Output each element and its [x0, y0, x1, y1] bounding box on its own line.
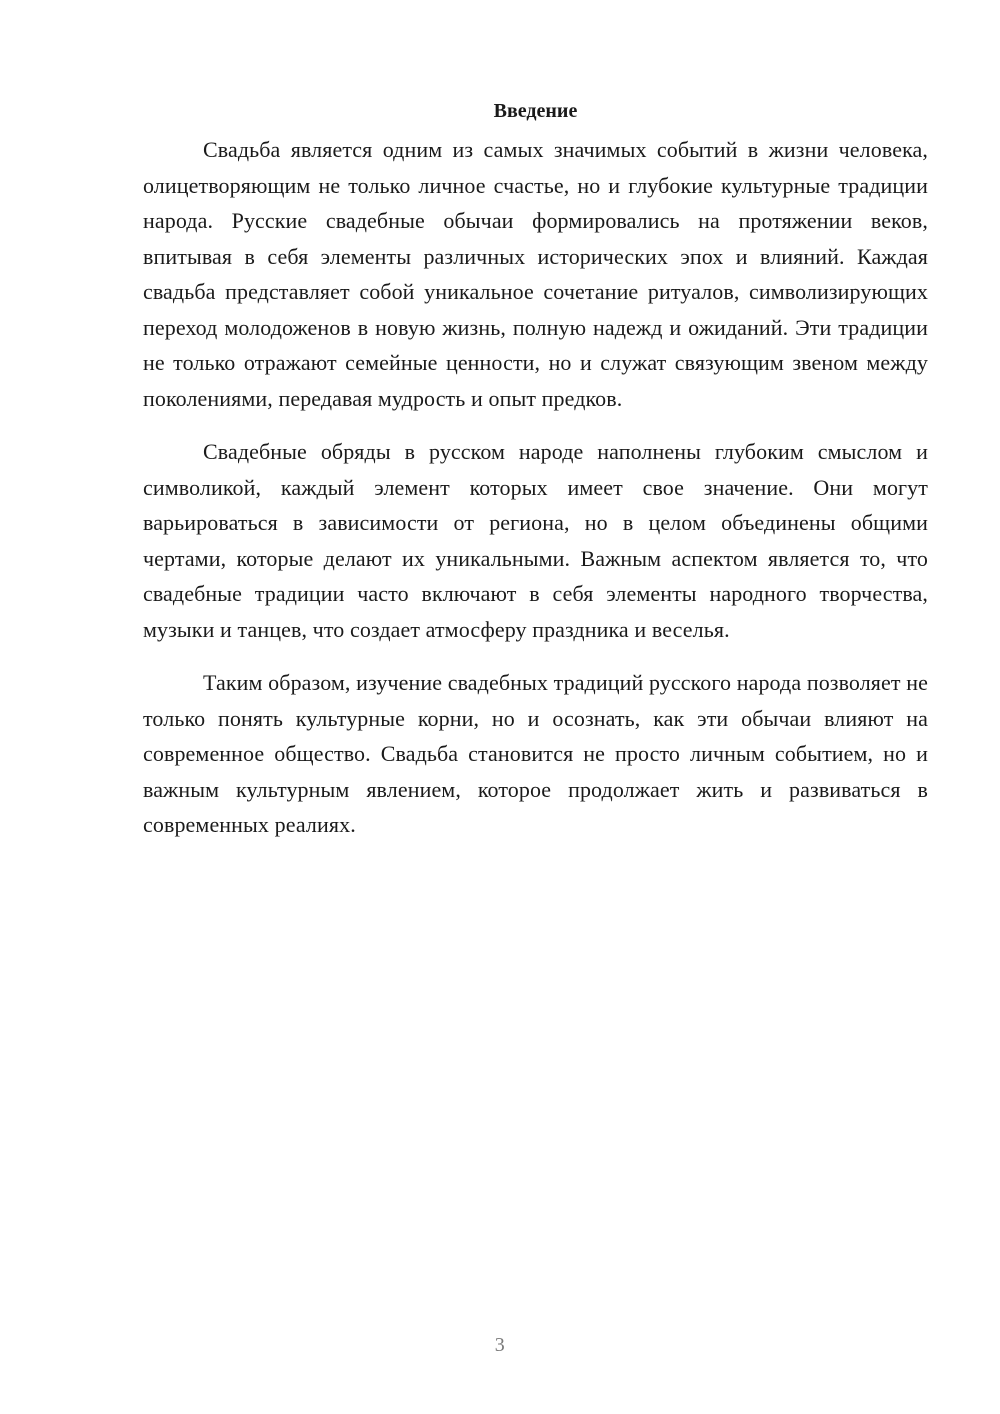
- section-heading: Введение: [493, 100, 578, 122]
- paragraph-2: Свадебные обряды в русском народе наполнены глубоким смыслом и символикой, каждый элемент которых имеет свое значение. Они могут варьироваться в зависимости от региона, но в целом объединены общими чертами, которые делают их уникальными. Важным аспектом является то, что свадебные традиции часто включают в себя элементы народного творчества, музыки и танцев, что создает атмосферу праздника и веселья.: [143, 439, 928, 642]
- paragraph-3: Таким образом, изучение свадебных традиций русского народа позволяет не только понять культурные корни, но и осознать, как эти обычаи влияют на современное общество. Свадьба становится не просто личным событием, но и важным культурным явлением, которое продолжает жить и развиваться в современных реалиях.: [143, 670, 928, 837]
- paragraph-1: Свадьба является одним из самых значимых событий в жизни человека, олицетворяющим не только личное счастье, но и глубокие культурные традиции народа. Русские свадебные обычаи формировались на протяжении веков, впитывая в себя элементы различных исторических эпох и влияний. Каждая свадьба представляет собой уникальное сочетание ритуалов, символизирующих переход молодоженов в новую жизнь, полную надежд и ожиданий. Эти традиции не только отражают семейные ценности, но и служат связующим звеном между поколениями, передавая мудрость и опыт предков.: [143, 137, 928, 411]
- page-number: 3: [494, 1334, 506, 1356]
- page-content: [143, 97, 928, 861]
